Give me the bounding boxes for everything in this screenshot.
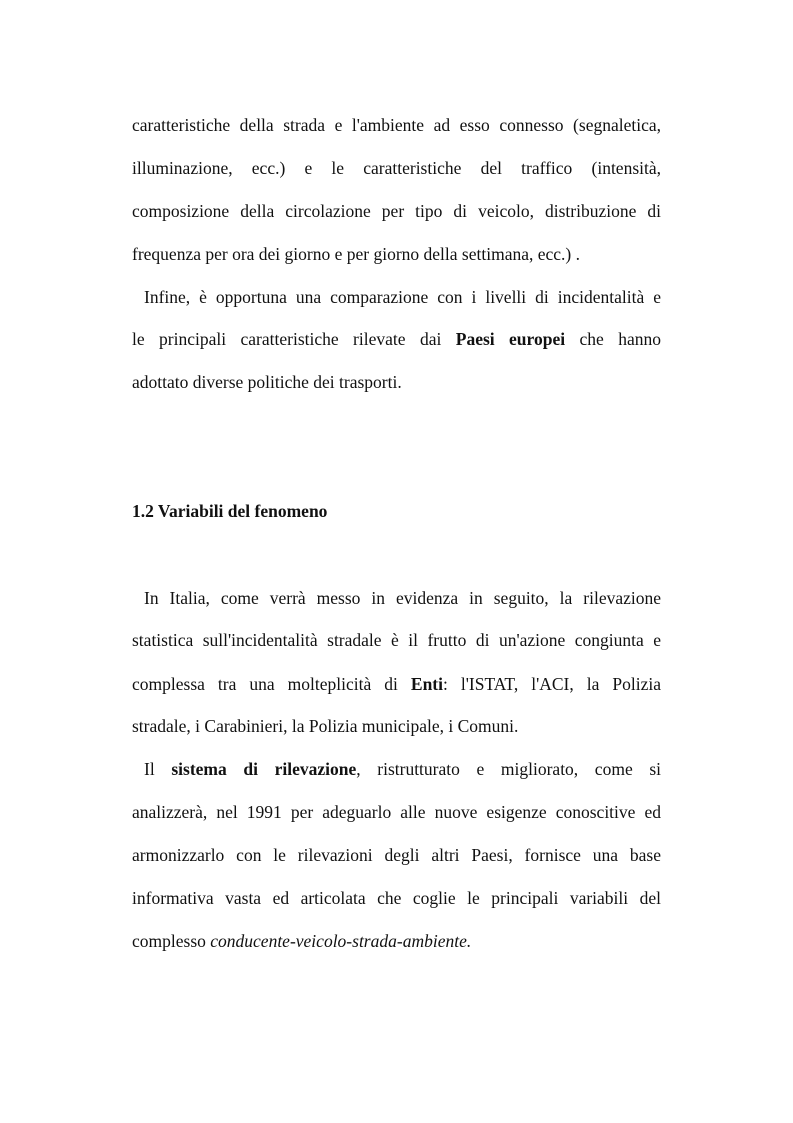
paragraph-line: frequenza per ora dei giorno e per giorno della settimana, ecc.) . [132,244,580,264]
paragraph-line: analizzerà, nel 1991 per adeguarlo alle nuove esigenze conoscitive ed [132,802,661,822]
text-run: complessa tra una molteplicità di [132,674,398,694]
text-run: complesso [132,931,206,951]
paragraph-line: stradale, i Carabinieri, la Polizia municipale, i Comuni. [132,716,519,736]
paragraph-line [132,327,661,351]
paragraph-line: adottato diverse politiche dei trasporti. [132,372,402,392]
text-run: che hanno [579,329,661,349]
paragraph-line [132,929,661,953]
text-run: : l'ISTAT, l'ACI, la Polizia [443,674,661,694]
text-run: Il [144,759,155,779]
paragraph-line: Infine, è opportuna una comparazione con i livelli di incidentalità e [144,287,661,307]
bold-term: Enti [410,674,443,694]
bold-term: sistema di rilevazione [171,759,357,779]
paragraph-line: armonizzarlo con le rilevazioni degli altri Paesi, fornisce una base [132,845,661,865]
paragraph-line: illuminazione, ecc.) e le caratteristiche del traffico (intensità, [132,158,661,178]
text-run: , ristrutturato e migliorato, come si [356,759,662,779]
paragraph-line: caratteristiche della strada e l'ambiente ad esso connesso (segnaletica, [132,115,661,135]
paragraph-line [132,672,661,696]
bold-term: Paesi europei [455,329,566,349]
paragraph-line: In Italia, come verrà messo in evidenza in seguito, la rilevazione [144,588,661,608]
text-run: le principali caratteristiche rilevate dai [132,329,442,349]
section-heading: 1.2 Variabili del fenomeno [132,501,328,521]
paragraph-line: informativa vasta ed articolata che coglie le principali variabili del [132,888,661,908]
paragraph-line [132,757,661,781]
paragraph-line: composizione della circolazione per tipo di veicolo, distribuzione di [132,201,661,221]
italic-term: conducente-veicolo-strada-ambiente. [210,931,472,951]
paragraph-line: statistica sull'incidentalità stradale è il frutto di un'azione congiunta e [132,630,661,650]
